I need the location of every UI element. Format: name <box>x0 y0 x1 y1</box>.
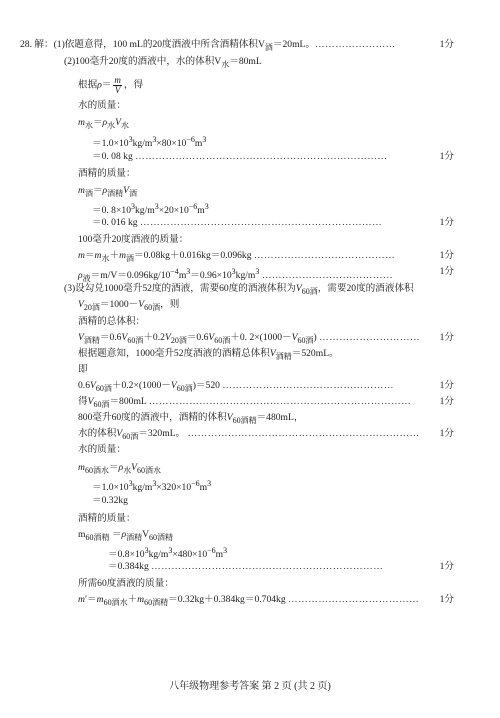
solution-line <box>0 577 500 591</box>
score-mark: 1分 <box>439 332 454 343</box>
solution-line <box>0 363 500 377</box>
solution-line <box>0 265 500 284</box>
solution-line <box>0 200 500 217</box>
solution-line <box>0 116 500 130</box>
solution-line <box>0 184 500 198</box>
solution-line-text: 水的质量： <box>78 444 126 455</box>
solution-line-text: 所需60度酒液的质量： <box>78 578 174 589</box>
solution-line-text: $=1.0\times 10^3kg/m^3\times 80\times 10^{-6}m^3$ <box>92 135 207 150</box>
solution-line <box>0 99 500 113</box>
solution-line-text: $m_{60酒精} =\rho_{酒精}V_{60酒精}$ <box>78 529 174 542</box>
score-mark: 1分 <box>439 594 454 605</box>
solution-line-text: ＝0. $8\times 10^3kg/m^3\times 20\times 10^{-6}m^3$ <box>92 202 209 217</box>
solution-line <box>0 395 500 409</box>
solution-line-text: 酒精的质量： <box>78 513 136 524</box>
solution-line <box>0 544 500 561</box>
solution-line <box>0 379 500 393</box>
solution-line-text: (2)100毫升20度的酒液中，水的体积$V_水=80mL$ <box>64 56 262 69</box>
score-mark: 1分 <box>439 151 454 162</box>
solution-line <box>0 233 500 247</box>
solution-line-text: $V_{20酒}=1000-V_{60酒}$，则 <box>78 299 180 312</box>
solution-line-text: $m=m_水+m_酒=0.08kg+0.016kg=0.096kg$ …………………………………… <box>78 250 396 263</box>
solution-line-text: 酒精的质量： <box>78 168 136 179</box>
solution-line-text: 水的体积$V_{60酒}=320mL$。 …………………………………………………………… <box>78 428 420 441</box>
solution-line-text: 根据ρ＝ $\frac{m}{V}$ ，得 <box>78 75 144 95</box>
solution-line <box>0 411 500 425</box>
solution-line <box>0 38 500 52</box>
solution-line <box>0 512 500 526</box>
score-mark: 1分 <box>439 396 454 407</box>
solution-line <box>0 427 500 441</box>
solution-line <box>0 477 500 494</box>
solution-line-text: 水的质量： <box>78 100 126 111</box>
solution-line <box>0 315 500 329</box>
score-mark: 1分 <box>439 250 454 261</box>
solution-line-text: $0.6V_{60酒}+0.2\times(1000-V_{60酒})=520$ …………………………………………… <box>78 380 394 393</box>
solution-line-text: $m'=m_{60酒水}+m_{60酒精}=0.32kg+0.384kg=0.704kg$ ………………………………… <box>78 594 420 607</box>
solution-line-text: ＝0. 08 kg ………………………………………………………………… <box>92 151 388 162</box>
solution-line-text: $=1.0\times 10^3kg/m^3\times 320\times 10^{-6}m^3$ <box>92 479 212 494</box>
solution-line-text: 28. 解：(1)依题意得，100 mL的20度酒液中所含酒精体积$V_酒=20mL$。…………………… <box>20 39 396 52</box>
score-mark: 1分 <box>439 380 454 391</box>
solution-line-text: $\rho_液=m/V=0.096kg/10^{-4}m^3=0.96\times 10^3kg/m^3$ ………………………………… <box>78 267 394 284</box>
solution-line-text: $=0.8\times 10^3kg/m^3\times 480\times 10^{-6}m^3$ <box>108 546 228 561</box>
solution-line <box>0 494 500 508</box>
score-mark: 1分 <box>439 217 454 228</box>
score-mark: 1分 <box>439 39 454 50</box>
solution-line-text: $m_酒=\rho_{酒精}V_酒$ <box>78 185 138 198</box>
solution-line <box>0 55 500 69</box>
solution-line <box>0 150 500 164</box>
solution-line <box>0 593 500 607</box>
solution-line-text: $m_{60酒水}=\rho_水V_{60酒水}$ <box>78 462 162 475</box>
solution-line-text: 酒精的总体积： <box>78 316 146 327</box>
solution-line-text: (3)设勾兑1000毫升52度的酒液，需要60度的酒液体积为$V_{60酒}$，需要20度的酒液体积 <box>64 283 414 296</box>
solution-line <box>0 216 500 230</box>
score-mark: 1分 <box>439 428 454 439</box>
solution-line <box>0 167 500 181</box>
page-footer: 八年级物理参考答案 第 2 页 (共 2 页) <box>169 681 331 692</box>
score-mark: 1分 <box>439 266 454 277</box>
solution-line <box>0 528 500 542</box>
solution-line-text: 得$V_{60酒}=800mL$ …………………………………………………………………… <box>78 396 412 409</box>
solution-line-text: ＝0. 016 kg ……………………………………………………………… <box>92 217 383 228</box>
solution-line-text: 100毫升20度酒液的质量： <box>78 234 189 245</box>
solution-line-text: $m_水=\rho_水V_水$ <box>78 117 130 130</box>
solution-line <box>0 443 500 457</box>
solution-line <box>0 75 500 95</box>
score-mark: 1分 <box>439 561 454 572</box>
solution-line <box>0 282 500 296</box>
solution-line <box>0 133 500 150</box>
solution-line <box>0 331 500 345</box>
solution-line <box>0 347 500 361</box>
solution-line-text: 即 <box>78 364 88 375</box>
solution-line <box>0 560 500 574</box>
solution-line-text: ＝0.32kg <box>92 495 128 506</box>
solution-line-text: ＝0.384kg …………………………………………………………… <box>108 561 384 572</box>
solution-line-text: 800毫升60度的酒液中，酒精的体积$V_{60酒精}=480mL$， <box>78 412 304 425</box>
solution-line-text: 根据题意知，1000毫升52度酒液的酒精总体积$V_{酒精}=520mL$。 <box>78 348 339 361</box>
solution-line <box>0 461 500 475</box>
solution-line <box>0 298 500 312</box>
solution-line <box>0 249 500 263</box>
solution-line-text: $V_{酒精}=0.6V_{60酒}+0.2V_{20酒}=0.6V_{60酒}+0$. $2\times(1000-V_{60酒})$ ………………………… <box>78 332 421 345</box>
